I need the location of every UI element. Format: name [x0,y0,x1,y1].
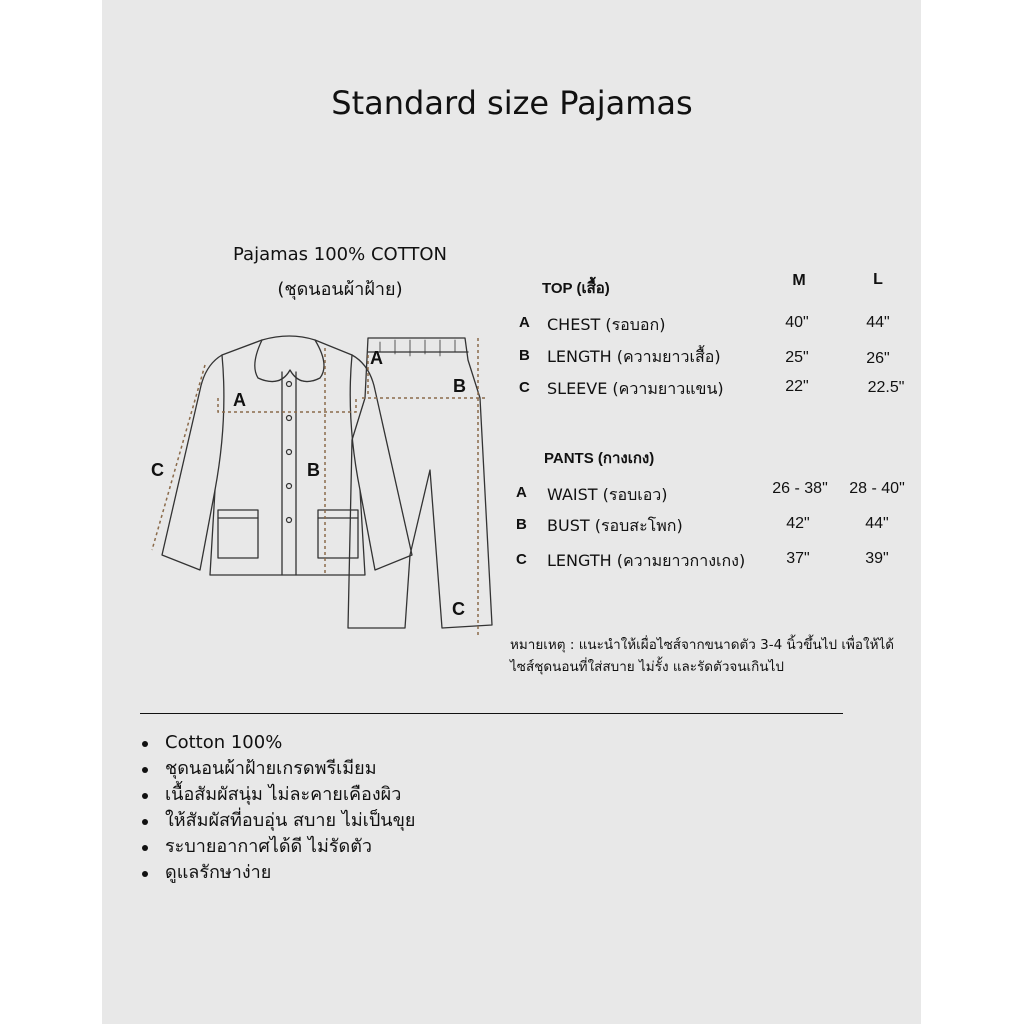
row-code: B [519,347,530,364]
row-size-m: 37" [786,550,810,567]
row-size-l: 44" [866,314,890,331]
row-label: SLEEVE (ความยาวแขน) [547,379,724,398]
pants-label-b: B [453,376,466,396]
feature-text: เนื้อสัมผัสนุ่ม ไม่ละคายเคืองผิว [165,784,402,805]
row-label: LENGTH (ความยาวเสื้อ) [547,347,721,366]
row-label: BUST (รอบสะโพก) [547,516,683,535]
row-code: A [519,314,530,331]
page-title: Standard size Pajamas [331,84,693,122]
size-m-header: M [792,272,806,289]
shirt-pocket-left [218,510,258,558]
row-code: A [516,484,527,501]
bullet-icon [142,819,148,825]
shirt-pocket-right [318,510,358,558]
shirt-label-c: C [151,460,164,480]
measure-sleeve [152,365,205,550]
feature-text: Cotton 100% [165,732,283,753]
row-size-l: 28 - 40" [849,480,905,497]
row-size-m: 26 - 38" [772,480,828,497]
row-code: C [519,379,530,396]
row-size-m: 40" [785,314,809,331]
shirt-button [287,484,292,489]
product-thai-name: (ชุดนอนผ้าฝ้าย) [277,279,403,300]
pants-label-c: C [452,599,465,619]
pants-outline [348,338,492,628]
top-heading: TOP (เสื้อ) [542,280,610,297]
shirt-button [287,450,292,455]
row-size-l: 26" [866,350,890,367]
feature-item [140,860,415,886]
feature-item [140,808,415,834]
feature-text: ชุดนอนผ้าฝ้ายเกรดพรีเมียม [165,758,377,779]
pants-label-a: A [370,348,383,368]
feature-item [140,782,415,808]
size-l-header: L [873,271,883,288]
shirt-button [287,416,292,421]
feature-item [140,730,415,756]
product-name: Pajamas 100% COTTON [233,244,447,265]
feature-item [140,834,415,860]
shirt-collar [255,336,324,382]
row-size-l: 39" [865,550,889,567]
row-size-l: 22.5" [867,379,905,396]
row-size-m: 42" [786,515,810,532]
feature-list [140,730,415,886]
bullet-icon [142,845,148,851]
divider [140,713,843,714]
row-size-l: 44" [865,515,889,532]
bullet-icon [142,871,148,877]
row-code: B [516,516,527,533]
shirt-button [287,382,292,387]
row-label: LENGTH (ความยาวกางเกง) [547,551,746,570]
row-size-m: 22" [785,378,809,395]
bullet-icon [142,793,148,799]
row-code: C [516,551,527,568]
row-label: CHEST (รอบอก) [547,315,666,334]
feature-text: ดูแลรักษาง่าย [165,862,272,883]
shirt-button [287,518,292,523]
feature-item [140,756,415,782]
shirt-label-a: A [233,390,246,410]
shirt-label-b: B [307,460,320,480]
row-label: WAIST (รอบเอว) [547,485,668,504]
pants-heading: PANTS (กางเกง) [544,450,655,467]
size-note: หมายเหตุ : แนะนำให้เผื่อไซส์จากขนาดตัว 3-4 นิ้วขึ้นไป เพื่อให้ได้ไซส์ชุดนอนที่ใส่สบาย ไม่รั้ง และรัดตัวจนเกินไป [510,637,895,675]
bullet-icon [142,767,148,773]
feature-text: ให้สัมผัสที่อบอุ่น สบาย ไม่เป็นขุย [165,810,416,831]
bullet-icon [142,741,148,747]
row-size-m: 25" [785,349,809,366]
feature-text: ระบายอากาศได้ดี ไม่รัดตัว [165,836,372,857]
